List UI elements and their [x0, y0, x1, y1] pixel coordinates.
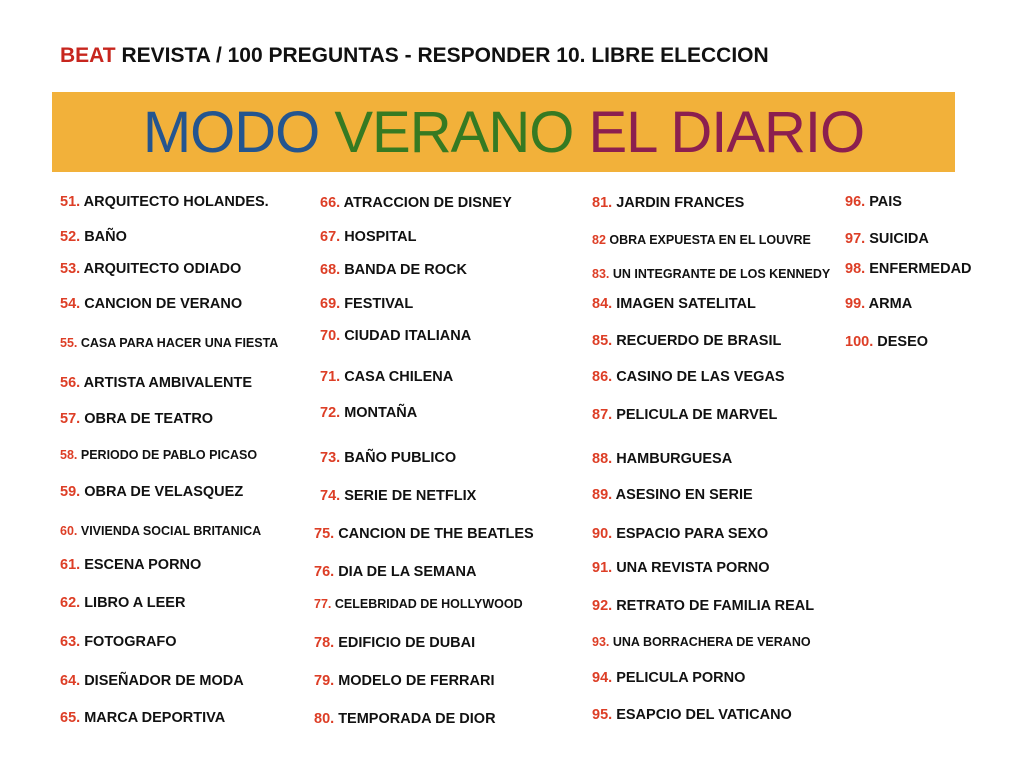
question-item: 60. VIVIENDA SOCIAL BRITANICA: [60, 524, 262, 538]
question-item: 54. CANCION DE VERANO: [60, 296, 243, 312]
question-item: 72. MONTAÑA: [320, 405, 418, 421]
question-item: 57. OBRA DE TEATRO: [60, 411, 214, 427]
question-item: 96. PAIS: [845, 194, 902, 210]
question-item: 98. ENFERMEDAD: [845, 261, 972, 277]
question-item: 71. CASA CHILENA: [320, 369, 454, 385]
question-item: 56. ARTISTA AMBIVALENTE: [60, 375, 253, 391]
question-item: 52. BAÑO: [60, 229, 127, 245]
page-header: [60, 44, 769, 72]
question-item: 100. DESEO: [845, 334, 929, 350]
question-item: 84. IMAGEN SATELITAL: [592, 296, 756, 312]
question-item: 63. FOTOGRAFO: [60, 634, 177, 650]
question-item: 99. ARMA: [845, 296, 913, 312]
title-banner: [52, 92, 955, 172]
question-item: 77. CELEBRIDAD DE HOLLYWOOD: [314, 597, 523, 611]
question-item: 74. SERIE DE NETFLIX: [320, 488, 477, 504]
question-item: 83. UN INTEGRANTE DE LOS KENNEDY: [592, 267, 831, 281]
question-item: 93. UNA BORRACHERA DE VERANO: [592, 635, 811, 649]
question-item: 70. CIUDAD ITALIANA: [320, 328, 472, 344]
question-item: 61. ESCENA PORNO: [60, 557, 202, 573]
question-item: 58. PERIODO DE PABLO PICASO: [60, 448, 258, 462]
question-item: 97. SUICIDA: [845, 231, 929, 247]
question-item: 82 OBRA EXPUESTA EN EL LOUVRE: [592, 233, 811, 247]
question-item: 89. ASESINO EN SERIE: [592, 487, 753, 503]
question-item: 80. TEMPORADA DE DIOR: [314, 711, 496, 727]
banner-word-modo: MODO: [142, 99, 320, 165]
question-item: 76. DIA DE LA SEMANA: [314, 564, 477, 580]
question-item: 95. ESAPCIO DEL VATICANO: [592, 707, 792, 723]
question-item: 55. CASA PARA HACER UNA FIESTA: [60, 336, 279, 350]
question-item: 67. HOSPITAL: [320, 229, 417, 245]
brand-beat: BEAT: [60, 44, 116, 67]
question-item: 51. ARQUITECTO HOLANDES.: [60, 194, 269, 210]
question-item: 62. LIBRO A LEER: [60, 595, 186, 611]
question-item: 88. HAMBURGUESA: [592, 451, 733, 467]
banner-word-verano: VERANO: [334, 99, 574, 165]
question-item: 85. RECUERDO DE BRASIL: [592, 333, 782, 349]
question-item: 81. JARDIN FRANCES: [592, 195, 745, 211]
header-subtitle: REVISTA / 100 PREGUNTAS - RESPONDER 10. LIBRE ELECCION: [121, 44, 769, 67]
question-item: 90. ESPACIO PARA SEXO: [592, 526, 769, 542]
question-item: 94. PELICULA PORNO: [592, 670, 746, 686]
question-item: 91. UNA REVISTA PORNO: [592, 560, 770, 576]
banner-title: [143, 99, 864, 166]
question-item: 86. CASINO DE LAS VEGAS: [592, 369, 785, 385]
question-item: 64. DISEÑADOR DE MODA: [60, 673, 244, 689]
question-item: 87. PELICULA DE MARVEL: [592, 407, 778, 423]
question-item: 59. OBRA DE VELASQUEZ: [60, 484, 244, 500]
question-item: 53. ARQUITECTO ODIADO: [60, 261, 242, 277]
question-item: 92. RETRATO DE FAMILIA REAL: [592, 598, 815, 614]
question-item: 78. EDIFICIO DE DUBAI: [314, 635, 476, 651]
banner-word-el-diario: EL DIARIO: [588, 99, 865, 165]
question-item: 75. CANCION DE THE BEATLES: [314, 526, 534, 542]
question-item: 66. ATRACCION DE DISNEY: [320, 195, 512, 211]
question-item: 73. BAÑO PUBLICO: [320, 450, 457, 466]
question-item: 65. MARCA DEPORTIVA: [60, 710, 226, 726]
question-item: 69. FESTIVAL: [320, 296, 414, 312]
question-item: 68. BANDA DE ROCK: [320, 262, 467, 278]
question-item: 79. MODELO DE FERRARI: [314, 673, 495, 689]
